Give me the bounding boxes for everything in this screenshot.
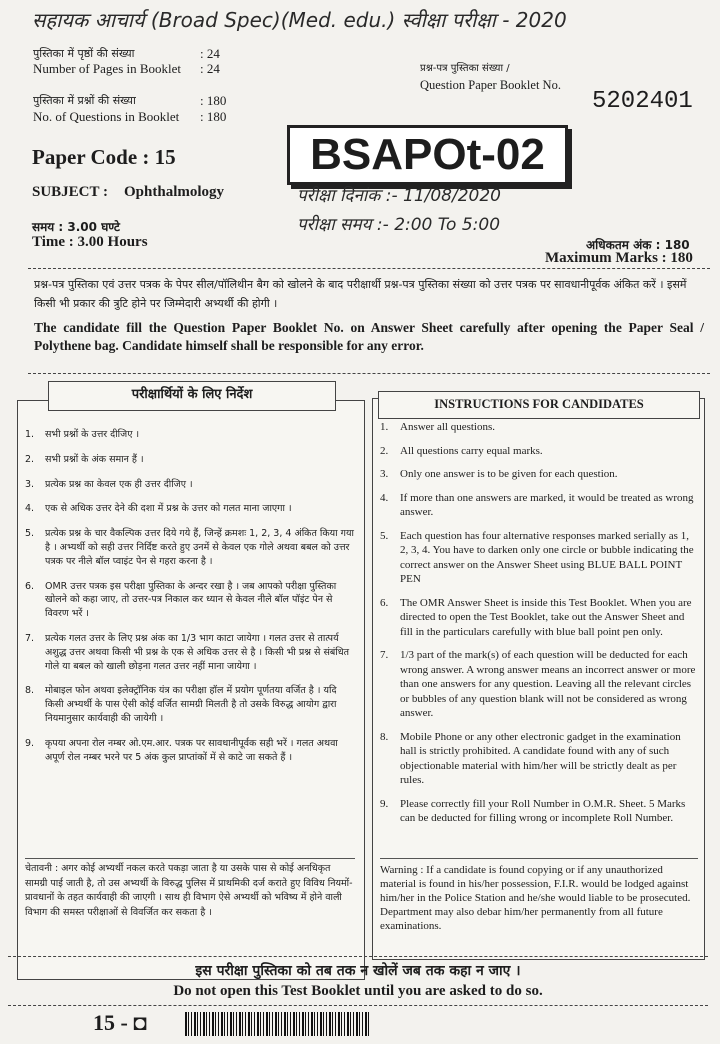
subject-label: SUBJECT : bbox=[32, 184, 108, 200]
english-instructions-list bbox=[380, 420, 698, 835]
item-text: If more than one answers are marked, it would be treated as wrong answer. bbox=[400, 491, 694, 518]
list-item bbox=[380, 596, 698, 640]
item-number: 8. bbox=[380, 730, 389, 743]
questions-label-hindi: पुस्तिका में प्रश्नों की संख्या bbox=[33, 94, 136, 107]
item-text: The OMR Answer Sheet is inside this Test Booklet. When you are directed to open the Test Booklet, take out the Answer Sheet and fill in the particulars carefully with blue ball point pen only. bbox=[400, 596, 692, 638]
hindi-warning: चेतावनी : अगर कोई अभ्यर्थी नकल करते पकड़ा जाता है या उसके पास से कोई अनधिकृत सामग्री पाई जाती है, तो उस अभ्यर्थी के विरुद्ध पुलिस में प्राथमिकी दर्ज कराते हुए विविध नियमों-प्रावधानों के तहत कार्यवाही की जाएगी । साथ ही विभाग ऐसे अभ्यर्थी को भविष्य में होने वाली विभाग की समस्त परीक्षाओं से विवर्जित कर सकता है । bbox=[25, 858, 355, 920]
questions-value: : 180 bbox=[200, 109, 227, 124]
handwritten-exam-title: सहायक आचार्य (Broad Spec)(Med. edu.) स्वीक्षा परीक्षा - 2020 bbox=[32, 8, 567, 32]
list-item bbox=[25, 737, 355, 765]
seal-notice-english: The candidate fill the Question Paper Booklet No. on Answer Sheet carefully after opening the Paper Seal / Polythene bag. Candidate himself shall be responsible for any error. bbox=[34, 320, 704, 353]
max-marks-english: Maximum Marks : 180 bbox=[545, 250, 693, 266]
booklet-code-box: BSAPOt-02 bbox=[287, 125, 568, 185]
questions-value-hindi: : 180 bbox=[200, 93, 227, 108]
item-number: 9. bbox=[25, 737, 35, 749]
pages-value: : 24 bbox=[200, 61, 220, 76]
item-number: 1. bbox=[380, 421, 389, 433]
item-number: 4. bbox=[25, 503, 35, 515]
list-item bbox=[380, 730, 698, 788]
item-number: 6. bbox=[25, 580, 35, 592]
subject-value: Ophthalmology bbox=[124, 184, 225, 200]
item-number: 1. bbox=[25, 429, 35, 440]
item-text: Please correctly fill your Roll Number in O.M.R. Sheet. 5 Marks can be deducted for filling wrong or incomplete Roll Number. bbox=[400, 797, 686, 824]
list-item bbox=[380, 797, 698, 826]
list-item bbox=[25, 684, 355, 725]
list-item bbox=[25, 580, 355, 621]
page-code: 15 - ◘ bbox=[93, 1010, 147, 1035]
seal-notice bbox=[28, 268, 710, 374]
time-hindi: समय : 3.00 घण्टे bbox=[32, 220, 120, 234]
list-item bbox=[25, 502, 355, 516]
do-not-open-english: Do not open this Test Booklet until you are asked to do so. bbox=[173, 983, 543, 999]
handwritten-exam-time: परीक्षा समय :- 2:00 To 5:00 bbox=[297, 215, 501, 235]
list-item bbox=[380, 648, 698, 721]
item-text: सभी प्रश्नों के उत्तर दीजिए । bbox=[45, 429, 140, 440]
booklet-number: 5202401 bbox=[592, 88, 693, 115]
list-item bbox=[380, 420, 698, 435]
time-english: Time : 3.00 Hours bbox=[32, 234, 148, 250]
english-instructions-heading: INSTRUCTIONS FOR CANDIDATES bbox=[378, 391, 700, 419]
seal-notice-hindi: प्रश्न-पत्र पुस्तिका एवं उत्तर पत्रक के पेपर सील/पॉलिथीन बैग को खोलने के बाद परीक्षार्थी प्रश्न-पत्र पुस्तिका संख्या को उत्तर पत्रक पर सावधानीपूर्वक अंकित करें । इसमें किसी भी प्रकार की त्रुटि होने पर जिम्मेदारी अभ्यर्थी की होगी । bbox=[34, 278, 687, 310]
barcode-image bbox=[185, 1012, 370, 1036]
paper-code: Paper Code : 15 bbox=[32, 145, 176, 169]
item-text: प्रत्येक गलत उत्तर के लिए प्रश्न अंक का 1/3 भाग काटा जायेगा । गलत उत्तर से तात्पर्य अशुद्ध उत्तर अथवा किसी भी प्रश्न के एक से अधिक उत्तर से है । किसी भी प्रश्न से संबंधित गोले या बबल को खाली छोड़ना गलत उत्तर नहीं माना जायेगा । bbox=[45, 632, 350, 672]
item-text: प्रत्येक प्रश्न का केवल एक ही उत्तर दीजिए । bbox=[45, 478, 193, 490]
item-text: Only one answer is to be given for each question. bbox=[400, 468, 618, 480]
item-number: 2. bbox=[25, 453, 35, 465]
max-marks-hindi: अधिकतम अंक : 180 bbox=[586, 238, 690, 252]
item-text: Answer all questions. bbox=[400, 421, 496, 433]
list-item bbox=[380, 491, 698, 520]
list-item bbox=[25, 453, 355, 467]
list-item bbox=[380, 467, 698, 482]
item-number: 4. bbox=[380, 491, 389, 504]
list-item bbox=[25, 632, 355, 673]
booklet-number-label-hindi: प्रश्न-पत्र पुस्तिका संख्या / bbox=[420, 63, 510, 74]
pages-label-hindi: पुस्तिका में पृष्ठों की संख्या bbox=[33, 47, 135, 60]
list-item bbox=[25, 527, 355, 568]
item-text: Mobile Phone or any other electronic gadget in the examination hall is strictly prohibited. A candidate found with any of such objectionable material with him/her will be strictly dealt as per rules. bbox=[400, 730, 681, 786]
english-warning: Warning : If a candidate is found copying or if any unauthorized material is found in his/her possession, F.I.R. would be lodged against him/her in the Police Station and he/she would liable to be prosecuted. Department may also debar him/her permanently from all future examinations. bbox=[380, 858, 698, 933]
item-text: एक से अधिक उत्तर देने की दशा में प्रश्न के उत्तर को गलत माना जाएगा । bbox=[45, 503, 292, 515]
booklet-number-label: Question Paper Booklet No. bbox=[420, 78, 561, 92]
item-number: 5. bbox=[25, 528, 35, 540]
item-number: 3. bbox=[25, 478, 35, 490]
item-text: All questions carry equal marks. bbox=[400, 444, 543, 457]
item-text: सभी प्रश्नों के अंक समान हैं । bbox=[45, 453, 144, 465]
hindi-instructions-heading: परीक्षार्थियों के लिए निर्देश bbox=[48, 381, 336, 411]
item-number: 2. bbox=[380, 444, 389, 457]
handwritten-exam-date: परीक्षा दिनांक :- 11/08/2020 bbox=[297, 186, 501, 206]
item-number: 7. bbox=[380, 649, 389, 661]
item-number: 7. bbox=[25, 632, 35, 644]
hindi-instructions-list bbox=[25, 428, 355, 775]
item-number: 8. bbox=[25, 685, 35, 697]
list-item bbox=[25, 428, 355, 442]
questions-label-english: No. of Questions in Booklet bbox=[33, 109, 180, 124]
list-item bbox=[25, 478, 355, 492]
do-not-open-notice bbox=[8, 956, 708, 1006]
pages-label-english: Number of Pages in Booklet bbox=[33, 61, 182, 76]
list-item bbox=[380, 444, 698, 459]
item-text: प्रत्येक प्रश्न के चार वैकल्पिक उत्तर दिये गये हैं, जिन्हें क्रमशः 1, 2, 3, 4 अंकित किया गया है । अभ्यर्थी को सही उत्तर निर्दिष्ट करते हुए उनमें से केवल एक गोले अथवा बबल को उत्तर पत्रक पर नीले बॉल प्वाइंट पेन से गहरा करना है । bbox=[45, 528, 354, 567]
item-text: मोबाइल फोन अथवा इलेक्ट्रॉनिक यंत्र का परीक्षा हॉल में प्रयोग पूर्णतया वर्जित है । यदि किसी अभ्यर्थी के पास ऐसी कोई वर्जित सामग्री मिलती है तो उसके विरुद्ध आयोग द्वारा नियमानुसार कार्यवाही की जायेगी । bbox=[45, 685, 337, 724]
item-number: 9. bbox=[380, 797, 389, 810]
item-number: 3. bbox=[380, 468, 389, 480]
item-text: कृपया अपना रोल नम्बर ओ.एम.आर. पत्रक पर सावधानीपूर्वक सही भरें । गलत अथवा अपूर्ण रोल नम्बर भरने पर 5 अंक कुल प्राप्तांकों में से काटे जा सकते हैं । bbox=[45, 737, 338, 763]
do-not-open-hindi: इस परीक्षा पुस्तिका को तब तक न खोलें जब तक कहा न जाए । bbox=[195, 963, 521, 979]
item-text: OMR उत्तर पत्रक इस परीक्षा पुस्तिका के अन्दर रखा है । जब आपको परीक्षा पुस्तिका खोलने को कहा जाए, तो उत्तर-पत्र निकाल कर ध्यान से केवल नीले बॉल पॉइंट पेन से विवरण भरें । bbox=[45, 580, 337, 620]
item-number: 6. bbox=[380, 596, 389, 609]
item-text: 1/3 part of the mark(s) of each question will be deducted for each wrong answer. A wrong answer means an incorrect answer or more than one answers for any question. Leaving all the relevant circles or bubbles of any question blank will not be considered as wrong answer. bbox=[400, 649, 696, 719]
item-text: Each question has four alternative responses marked serially as 1, 2, 3, 4. You have to darken only one circle or bubble indicating the correct answer on the Answer Sheet using BLUE BALL POINT PEN bbox=[400, 529, 694, 585]
list-item bbox=[380, 529, 698, 587]
pages-value-hindi: : 24 bbox=[200, 46, 220, 61]
item-number: 5. bbox=[380, 529, 389, 542]
